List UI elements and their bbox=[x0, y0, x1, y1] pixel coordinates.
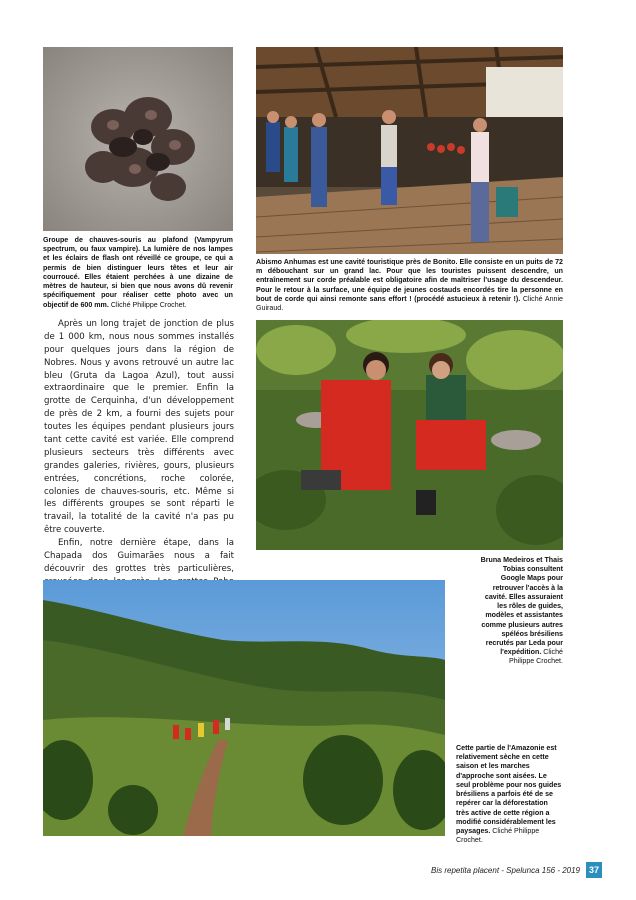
article-paragraph-1: Après un long trajet de jonction de plus de 1 000 km, nous nous sommes installés pour quelques jours dans la région de Nobres. Nous y avons retrouvé un autre lac bleu (Gruta da Lagoa Azul), tout aussi extraordinaire que le premier. Enfin la grotte de Cerquinha, d'un développement de près de 2 km, a fourni des sujets pour toutes les équipes pendant plusieurs jours tant cette cavité est variée. Elle comprend plusieurs secteurs très différents avec grandes galeries, rivières, gours, plusieurs entrées, concrétions, roche colorée, colonies de chauves-souris, etc. Même si les différents groupes se sont réparti le travail, la totalité de la cavité n'a pas pu être couverte. bbox=[44, 319, 234, 536]
caption-bruna bbox=[478, 556, 563, 667]
photo-bruna-thais bbox=[256, 320, 563, 550]
caption-abismo-credit: Cliché Annie Guiraud. bbox=[256, 294, 563, 313]
photo-amazonie bbox=[43, 580, 445, 836]
photo-bats bbox=[43, 47, 233, 231]
caption-bats-credit: Cliché Philippe Crochet. bbox=[110, 300, 187, 309]
caption-amazonie bbox=[456, 744, 562, 845]
caption-abismo bbox=[256, 258, 563, 313]
journal-reference: Bis repetita placent - Spelunca 156 - 2019 bbox=[431, 865, 580, 875]
caption-bruna-text: Bruna Medeiros et Thais Tobias consultent Google Maps pour retrouver l'accès à la cavité. Elles assuraient les rôles de guides, modèles et assistantes comme plusieurs autres spéléos brésiliens recrutés par Leda pour l'expédition. bbox=[480, 556, 563, 657]
caption-abismo-text: Abismo Anhumas est une cavité touristique près de Bonito. Elle consiste en un puits de 72 m débouchant sur un grand lac. Pour que les touristes puissent descendre, un entraînement sur corde préalable est obligatoire afin de maîtriser l'usage du descendeur. Pour le retour à la surface, une équipe de jeunes costauds encordés tire la personne en bout de corde qui ainsi remonte sans effort ! (procédé astucieux à retenir !). bbox=[256, 258, 563, 303]
photo-abismo-anhumas bbox=[256, 47, 563, 254]
article-paragraph-2: Enfin, notre dernière étape, dans la Chapada dos Guimarães nous a fait découvrir des grottes très particulières, bbox=[44, 538, 234, 574]
caption-amazonie-credit: Cliché Philippe Crochet. bbox=[456, 826, 540, 845]
page-number: 37 bbox=[586, 862, 602, 878]
caption-amazonie-text: Cette partie de l'Amazonie est relativement sèche en cette saison et les marches d'approche sont aisées. Le seul problème pour nos guides brésiliens a parfois été de se repérer car la déforestation très active de cette région a modifié considérablement les paysages. bbox=[456, 744, 562, 835]
page-footer bbox=[431, 862, 602, 878]
article-body bbox=[44, 318, 234, 602]
caption-bats-text: Groupe de chauves-souris au plafond (Vampyrum spectrum, ou faux vampire). La lumière de nos lampes et les éclairs de flash ont réveillé ce groupe, ce qui a permis de bien distinguer leurs têtes et leur air courroucé. Elles étaient perchées à une dizaine de mètres de hauteur, si bien que nous avons dû revenir spécifiquement pour réaliser cette photo avec un objectif de 600 mm. bbox=[43, 236, 233, 309]
caption-bruna-credit: Cliché Philippe Crochet. bbox=[508, 648, 563, 666]
caption-bats bbox=[43, 236, 233, 310]
